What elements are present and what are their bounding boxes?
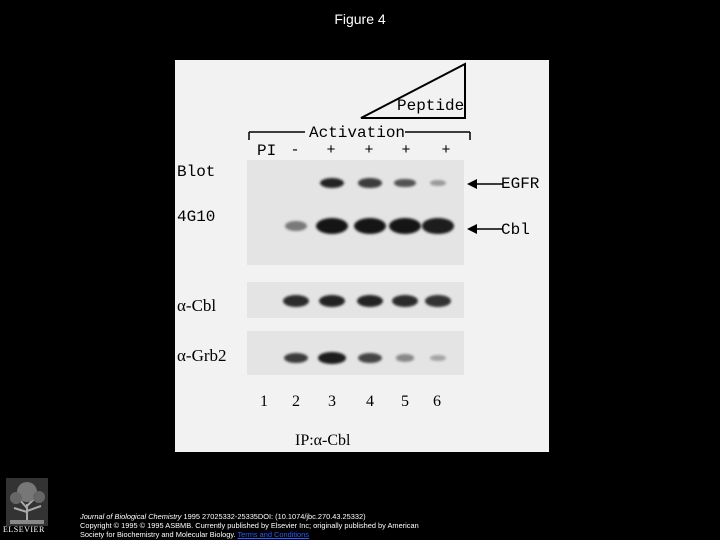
blot-label: Blot [177, 163, 216, 181]
terms-and-conditions-link[interactable]: Terms and Conditions [237, 530, 309, 540]
treatment-plus-6: + [441, 142, 451, 159]
antibody-cbl-label: α-Cbl [177, 296, 217, 315]
lane-number-1: 1 [260, 393, 268, 410]
band-grb2-lane-4 [358, 353, 382, 363]
peptide-label: Peptide [397, 97, 465, 115]
band-egfr-lane-5 [394, 179, 415, 188]
treatment-plus-4: + [364, 142, 374, 159]
western-blot-figure [175, 60, 549, 452]
slide-title: Figure 4 [334, 11, 386, 27]
arrow-icons [465, 175, 505, 235]
lane-number-2: 2 [292, 393, 300, 410]
ip-label: IP:α-Cbl [295, 432, 351, 449]
antibody-grb2-label: α-Grb2 [177, 346, 227, 365]
copyright-line: Copyright © 1995 © 1995 ASBMB. Currently published by Elsevier Inc; originally published by American [80, 521, 419, 531]
cbl-arrow-icon [467, 224, 503, 234]
blot-4g10-strip [247, 160, 464, 265]
treatment-plus-5: + [401, 142, 411, 159]
band-cbl-4g10-lane-4 [354, 218, 386, 234]
egfr-label: EGFR [501, 175, 540, 193]
band-grb2-lane-3 [318, 352, 345, 364]
band-cbl-4g10-lane-3 [316, 218, 348, 234]
band-cbl-4g10-lane-6 [422, 218, 453, 234]
egfr-arrow-icon [467, 179, 503, 189]
lane-number-6: 6 [433, 393, 441, 410]
cbl-label: Cbl [501, 221, 530, 239]
band-cbl-blot-lane-6 [425, 295, 450, 307]
band-grb2-lane-5 [396, 354, 415, 362]
elsevier-wordmark: ELSEVIER [3, 525, 45, 534]
lane-number-5: 5 [401, 393, 409, 410]
band-egfr-lane-4 [358, 178, 381, 188]
band-cbl-blot-lane-5 [392, 295, 418, 307]
antibody-4g10-label: 4G10 [177, 208, 216, 226]
treatment-pi: PI [257, 142, 277, 160]
citation-block [80, 512, 550, 540]
lane-number-3: 3 [328, 393, 336, 410]
treatment-minus: - [290, 142, 300, 159]
citation-doi: 1995 27025332-25335DOI: (10.1074/jbc.270.43.25332) [181, 512, 366, 521]
activation-label: Activation [309, 124, 406, 142]
blot-grb2-strip [247, 331, 464, 375]
band-cbl-4g10-lane-5 [389, 218, 421, 234]
journal-name: Journal of Biological Chemistry [80, 512, 182, 521]
treatment-plus-3: + [326, 142, 336, 159]
society-line: Society for Biochemistry and Molecular Biology. [80, 530, 236, 540]
lane-number-4: 4 [366, 393, 374, 410]
band-cbl-blot-lane-2 [283, 295, 309, 307]
